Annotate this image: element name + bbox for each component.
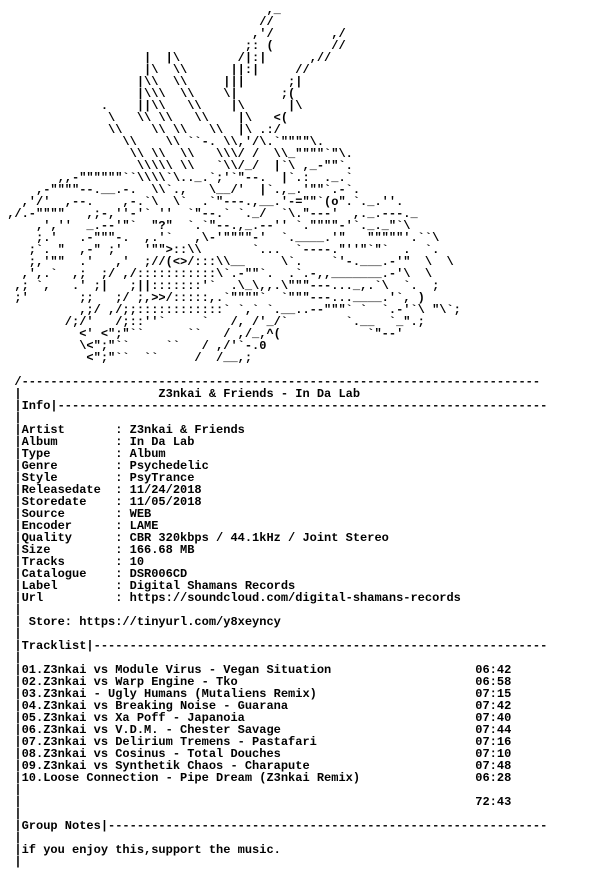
nfo-line: /;/' /;::''` ` /, /'_/` `.__ `_".;	[0, 315, 425, 329]
nfo-line: ;.' .-"""-. ,.'` ,\-'""""-' `.____.'" """""'.``\	[0, 231, 440, 245]
nfo-line: |Tracks : 10	[0, 555, 145, 569]
nfo-line: //	[0, 15, 274, 29]
nfo-line: |	[0, 603, 22, 617]
nfo-line: ,-""""--.__.-. \\`., \__/' |`.,_.'""`.-`.	[0, 183, 361, 197]
nfo-line: <";"`` `` / /__,;	[0, 351, 253, 365]
nfo-line: |Storedate : 11/05/2018	[0, 495, 202, 509]
nfo-line: |\\ \\ ||| ;|	[0, 75, 303, 89]
nfo-line: |06.Z3nkai vs V.D.M. - Chester Savage 07:44	[0, 723, 512, 737]
nfo-line: ,'/ ,/	[0, 27, 346, 41]
nfo-line: |Group Notes|-------------------------------------------------------------	[0, 819, 548, 833]
nfo-line: \<";"`` `` / ,/'`-.0	[0, 339, 267, 353]
nfo-line: | Z3nkai & Friends - In Da Lab	[0, 387, 361, 401]
nfo-line: |Info|--------------------------------------------------------------------	[0, 399, 548, 413]
nfo-line: |if you enjoy this,support the music.	[0, 843, 281, 857]
nfo-line: |10.Loose Connection - Pipe Dream (Z3nkai Remix) 06:28	[0, 771, 512, 785]
nfo-line: |	[0, 627, 22, 641]
nfo-line: \\ \\ ``-. \\,'/\.`""""\.	[0, 135, 325, 149]
nfo-line: |Catalogue : DSR006CD	[0, 567, 188, 581]
nfo-line: |	[0, 831, 22, 845]
nfo-line: |03.Z3nkai - Ugly Humans (Mutaliens Remix) 07:15	[0, 687, 512, 701]
nfo-line: ;' ;; ;/ ;,>>/:::::,.`""""` `"""---...____.'`, )	[0, 291, 425, 305]
nfo-line: ,',.` ,; ;/ ,/:::::::::::\`.-""`. .`.-,,_______.-'\ \	[0, 267, 440, 281]
nfo-line: |Quality : CBR 320kbps / 44.1kHz / Joint Stereo	[0, 531, 389, 545]
nfo-line: ,','' _.--'"` "?" `.`"--.,_.--'' `.""""-'`._._"`\	[0, 219, 411, 233]
nfo-line: /------------------------------------------------------------------------	[0, 375, 541, 389]
nfo-line: |08.Z3nkai vs Cosinus - Total Douches 07:10	[0, 747, 512, 761]
nfo-line: \\ \\ \\ \\ |\ .:/	[0, 123, 281, 137]
nfo-line: |\ \\ ||:| //	[0, 63, 310, 77]
nfo-line: |\\\ \\ \| ;(	[0, 87, 296, 101]
nfo-line: |07.Z3nkai vs Delirium Tremens - Pastafari 07:16	[0, 735, 512, 749]
nfo-line: |	[0, 855, 22, 869]
nfo-line: ,_	[0, 3, 281, 17]
nfo-line: ,/.-"""" ,;-,''-'` '' `"--.` `._/ `\."---' ,._.---._	[0, 207, 418, 221]
nfo-line: ;`. " ,-" ;' '"">::\\ `... `----."''"`"` . `.	[0, 243, 440, 257]
nfo-line: \ \\ \\ \\ |\ <(	[0, 111, 289, 125]
nfo-text	[0, 4, 547, 868]
nfo-line: |Type : Album	[0, 447, 166, 461]
nfo-line: ,; `, .' ;| ;||:::::::'` .\_\,,.\"""---..._,.`\ `. ;	[0, 279, 440, 293]
nfo-line: ;: ( //	[0, 39, 346, 53]
nfo-line: \\\\\ \\ `\\/_/ |`\ ,_-""`.	[0, 159, 353, 173]
nfo-line: |Album : In Da Lab	[0, 435, 195, 449]
nfo-line: |	[0, 807, 22, 821]
nfo-line: |	[0, 411, 22, 425]
nfo-line: |Releasedate : 11/24/2018	[0, 483, 202, 497]
nfo-line: . ||\\ \\ |\ |\	[0, 99, 303, 113]
nfo-line: |Artist : Z3nkai & Friends	[0, 423, 245, 437]
nfo-line: |Url : https://soundcloud.com/digital-shamans-records	[0, 591, 461, 605]
nfo-line: |05.Z3nkai vs Xa Poff - Japanoia 07:40	[0, 711, 512, 725]
nfo-line: |Size : 166.68 MB	[0, 543, 195, 557]
nfo-line: |Tracklist|---------------------------------------------------------------	[0, 639, 548, 653]
nfo-line: ,;/ ,/;;::::::::::::` `,` `.__..--"""` ` `.-'`\ "\`;	[0, 303, 461, 317]
nfo-line: | Store: https://tinyurl.com/y8xeyncy	[0, 615, 281, 629]
nfo-line: |04.Z3nkai vs Breaking Noise - Guarana 07:42	[0, 699, 512, 713]
nfo-line: | |\ /|:| ,//	[0, 51, 332, 65]
nfo-line: ,'/' ,--. ,-.`\ \` .`"---.,__.'-=""`(o".`._.''.	[0, 195, 404, 209]
nfo-line: <' <";"`` `` / ,/_,^( `"--'	[0, 327, 404, 341]
nfo-line: |	[0, 783, 22, 797]
nfo-line: |Label : Digital Shamans Records	[0, 579, 296, 593]
nfo-line: | 72:43	[0, 795, 512, 809]
nfo-line: |01.Z3nkai vs Module Virus - Vegan Situation 06:42	[0, 663, 512, 677]
nfo-line: |Genre : Psychedelic	[0, 459, 209, 473]
nfo-line: \\ \\ \\ \\\/ / \\_""""`"\.	[0, 147, 353, 161]
nfo-line: |Source : WEB	[0, 507, 152, 521]
nfo-line: |	[0, 651, 22, 665]
nfo-line: |02.Z3nkai vs Warp Engine - Tko 06:58	[0, 675, 512, 689]
nfo-line: ,,-""""""``\\\\`\.._.`;'`"--. |`.: ._.`	[0, 171, 353, 185]
nfo-line: |Style : PsyTrance	[0, 471, 195, 485]
nfo-line: ;,'"" .' ,' ;//(<>/:::\\__ \`. `'-.___.-'" \ \	[0, 255, 454, 269]
nfo-line: |Encoder : LAME	[0, 519, 159, 533]
nfo-line: |09.Z3nkai vs Synthetik Chaos - Charapute 07:48	[0, 759, 512, 773]
